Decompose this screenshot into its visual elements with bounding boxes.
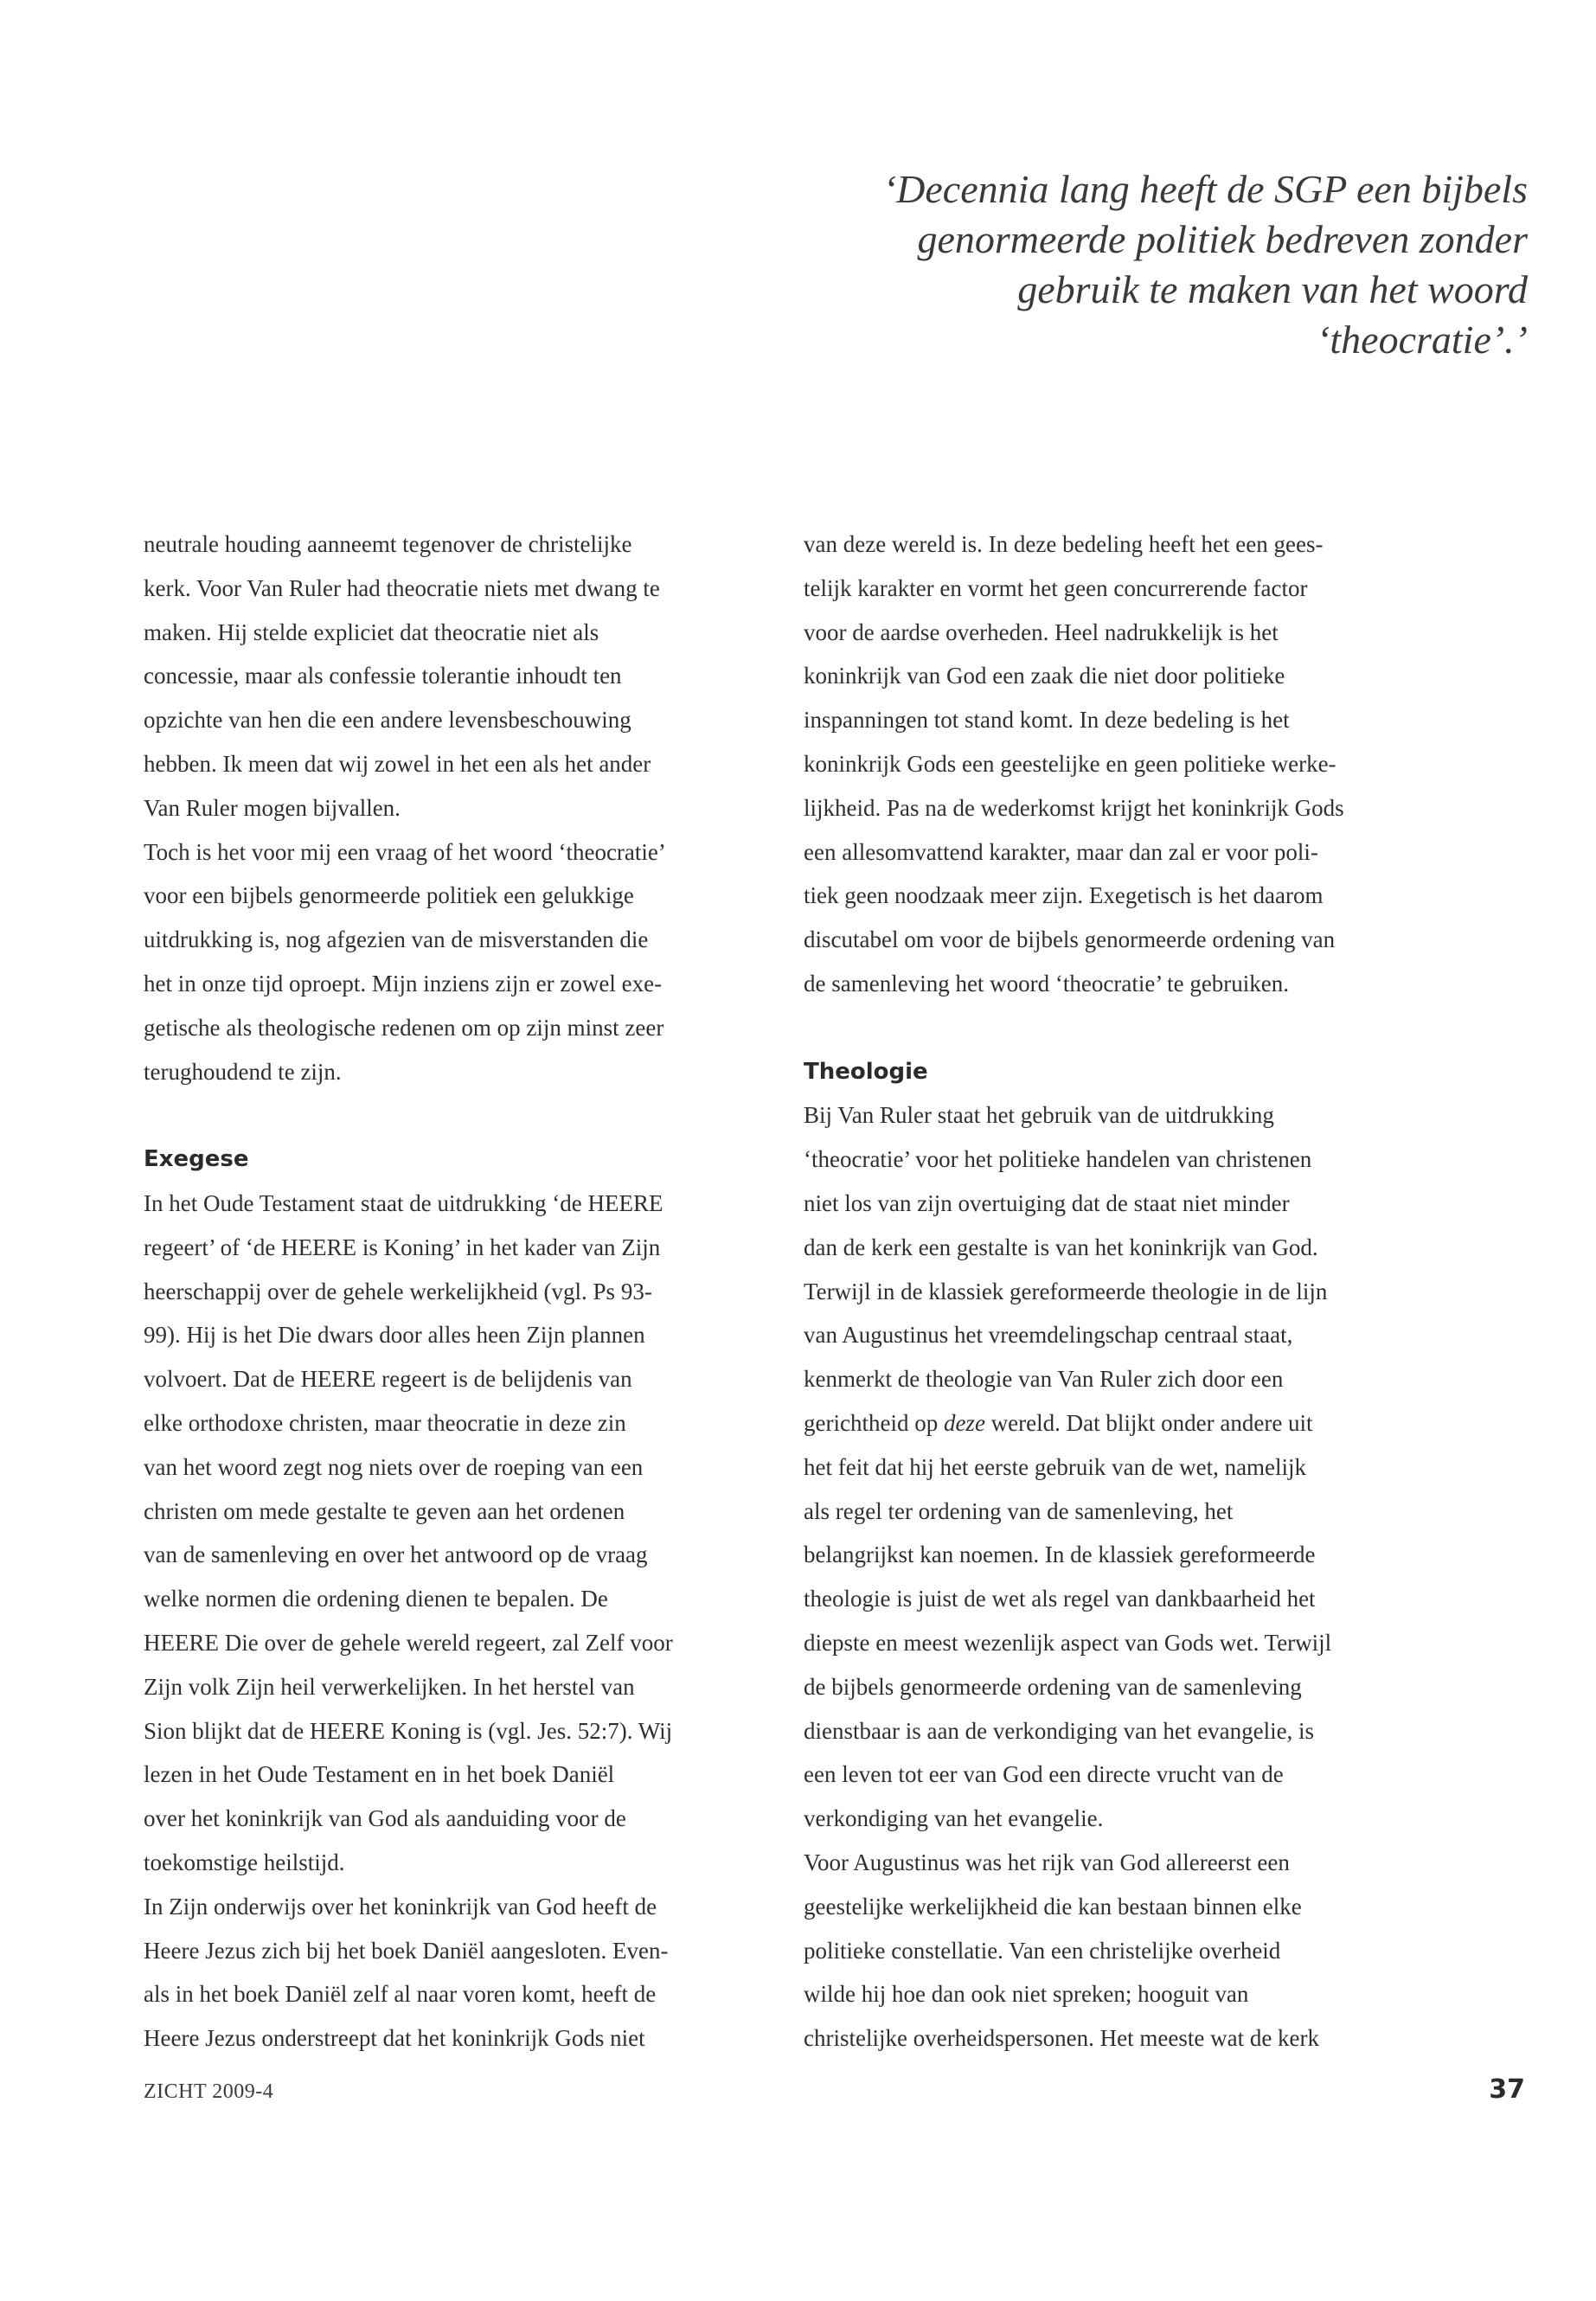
text-line: Terwijl in de klassiek gereformeerde theologie in de lijn	[804, 1278, 1328, 1304]
paragraph	[144, 522, 766, 830]
text-line: HEERE Die over de gehele wereld regeert, zal Zelf voor	[144, 1629, 673, 1656]
text-line: volvoert. Dat de HEERE regeert is de belijdenis van	[144, 1366, 632, 1393]
text-line: Heere Jezus onderstreept dat het koninkrijk Gods niet	[144, 2025, 645, 2052]
text-line: ‘theocratie’ voor het politieke handelen van christenen	[804, 1146, 1312, 1173]
text-line: van de samenleving en over het antwoord op de vraag	[144, 1541, 648, 1568]
emphasis-text: deze	[943, 1409, 985, 1436]
text-line: opzichte van hen die een andere levensbeschouwing	[144, 707, 631, 734]
text-line: christelijke overheidspersonen. Het meeste wat de kerk	[804, 2025, 1320, 2052]
text-line: theologie is juist de wet als regel van dankbaarheid het	[804, 1586, 1316, 1612]
text-line: van deze wereld is. In deze bedeling heeft het een gees-	[804, 531, 1324, 557]
text-line: Sion blijkt dat de HEERE Koning is (vgl. Jes. 52:7). Wij	[144, 1717, 673, 1744]
section-heading-theologie: Theologie	[804, 1058, 928, 1085]
text-line: belangrijkst kan noemen. In de klassiek gereformeerde	[804, 1541, 1316, 1568]
pull-quote-line: genormeerde politiek bedreven zonder	[917, 217, 1528, 261]
text-line: In Zijn onderwijs over het koninkrijk van God heeft de	[144, 1893, 657, 1920]
text-line: dienstbaar is aan de verkondiging van het evangelie, is	[804, 1717, 1315, 1744]
paragraph	[144, 830, 766, 1094]
pull-quote-line: gebruik te maken van het woord	[1017, 267, 1528, 311]
pull-quote-line: ‘theocratie’.’	[1317, 317, 1528, 362]
text-line: van Augustinus het vreemdelingschap centraal staat,	[804, 1322, 1293, 1349]
text-line: welke normen die ordening dienen te bepalen. De	[144, 1586, 608, 1612]
text-line-with-emphasis	[804, 1401, 1426, 1445]
text-line: voor een bijbels genormeerde politiek een gelukkige	[144, 882, 634, 909]
text-line: als in het boek Daniël zelf al naar voren komt, heeft de	[144, 1981, 657, 2008]
text-line: koninkrijk van God een zaak die niet door politieke	[804, 663, 1285, 689]
text-line: niet los van zijn overtuiging dat de staat niet minder	[804, 1189, 1290, 1216]
text-line: lijkheid. Pas na de wederkomst krijgt het koninkrijk Gods	[804, 794, 1344, 821]
text-line: de samenleving het woord ‘theocratie’ te gebruiken.	[804, 970, 1290, 997]
pull-quote	[749, 164, 1528, 365]
text-line: geestelijke werkelijkheid die kan bestaan binnen elke	[804, 1893, 1302, 1920]
section-heading-exegese: Exegese	[144, 1146, 249, 1173]
text-line: het feit dat hij het eerste gebruik van de wet, namelijk	[804, 1453, 1307, 1480]
text-line: lezen in het Oude Testament en in het boek Daniël	[144, 1761, 615, 1788]
page-number: 37	[1489, 2074, 1525, 2105]
text-line: Heere Jezus zich bij het boek Daniël aangesloten. Even-	[144, 1937, 669, 1964]
text-line: voor de aardse overheden. Heel nadrukkelijk is het	[804, 619, 1279, 645]
paragraph	[144, 1182, 766, 1885]
right-column	[804, 522, 1426, 2061]
text-line: regeert’ of ‘de HEERE is Koning’ in het kader van Zijn	[144, 1234, 661, 1260]
text-line: diepste en meest wezenlijk aspect van Gods wet. Terwijl	[804, 1629, 1332, 1656]
paragraph-gap	[144, 1093, 766, 1138]
text-fragment: gerichtheid op	[804, 1409, 944, 1436]
text-line: Bij Van Ruler staat het gebruik van de uitdrukking	[804, 1102, 1274, 1129]
text-line: discutabel om voor de bijbels genormeerde ordening van	[804, 926, 1336, 953]
text-line: verkondiging van het evangelie.	[804, 1805, 1104, 1832]
text-line: uitdrukking is, nog afgezien van de misverstanden die	[144, 926, 649, 953]
text-line: terughoudend te zijn.	[144, 1058, 342, 1085]
journal-issue: ZICHT 2009-4	[144, 2080, 274, 2103]
text-line: koninkrijk Gods een geestelijke en geen politieke werke-	[804, 750, 1336, 777]
text-line: getische als theologische redenen om op zijn minst zeer	[144, 1014, 664, 1041]
text-line: In het Oude Testament staat de uitdrukking ‘de HEERE	[144, 1189, 663, 1216]
text-line: kerk. Voor Van Ruler had theocratie niets met dwang te	[144, 574, 660, 601]
paragraph	[144, 1885, 766, 2061]
pull-quote-line: ‘Decennia lang heeft de SGP een bijbels	[882, 167, 1528, 211]
text-line: politieke constellatie. Van een christelijke overheid	[804, 1937, 1281, 1964]
paragraph	[804, 1841, 1426, 2061]
text-line: over het koninkrijk van God als aanduiding voor de	[144, 1805, 626, 1832]
text-line: maken. Hij stelde expliciet dat theocratie niet als	[144, 619, 599, 645]
text-line: Zijn volk Zijn heil verwerkelijken. In het herstel van	[144, 1673, 635, 1700]
paragraph	[804, 522, 1426, 1006]
text-line: toekomstige heilstijd.	[144, 1849, 345, 1875]
text-fragment: wereld. Dat blijkt onder andere uit	[984, 1409, 1313, 1436]
text-line: neutrale houding aanneemt tegenover de christelijke	[144, 531, 632, 557]
text-line: 99). Hij is het Die dwars door alles heen Zijn plannen	[144, 1322, 645, 1349]
left-column	[144, 522, 766, 2061]
text-line: de bijbels genormeerde ordening van de samenleving	[804, 1673, 1302, 1700]
paragraph	[804, 1093, 1426, 1841]
text-line: tiek geen noodzaak meer zijn. Exegetisch is het daarom	[804, 882, 1324, 909]
text-line: Van Ruler mogen bijvallen.	[144, 794, 401, 821]
paragraph-gap	[804, 1006, 1426, 1050]
text-line: dan de kerk een gestalte is van het koninkrijk van God.	[804, 1234, 1318, 1260]
text-line: kenmerkt de theologie van Van Ruler zich door een	[804, 1366, 1284, 1393]
text-line: hebben. Ik meen dat wij zowel in het een als het ander	[144, 750, 651, 777]
text-line: Toch is het voor mij een vraag of het woord ‘theocratie’	[144, 838, 666, 865]
text-line: het in onze tijd oproept. Mijn inziens zijn er zowel exe-	[144, 970, 663, 997]
text-line: een allesomvattend karakter, maar dan zal er voor poli-	[804, 838, 1318, 865]
text-line: van het woord zegt nog niets over de roeping van een	[144, 1453, 644, 1480]
text-line: elke orthodoxe christen, maar theocratie in deze zin	[144, 1409, 626, 1436]
text-line: christen om mede gestalte te geven aan het ordenen	[144, 1497, 625, 1524]
text-line: een leven tot eer van God een directe vrucht van de	[804, 1761, 1284, 1788]
text-line: inspanningen tot stand komt. In deze bedeling is het	[804, 707, 1290, 734]
text-line: heerschappij over de gehele werkelijkheid (vgl. Ps 93-	[144, 1278, 652, 1304]
text-line: wilde hij hoe dan ook niet spreken; hooguit van	[804, 1981, 1249, 2008]
text-line: Voor Augustinus was het rijk van God allereerst een	[804, 1849, 1290, 1875]
text-line: concessie, maar als confessie tolerantie inhoudt ten	[144, 663, 622, 689]
text-line: als regel ter ordening van de samenleving, het	[804, 1497, 1234, 1524]
text-line: telijk karakter en vormt het geen concurrerende factor	[804, 574, 1308, 601]
